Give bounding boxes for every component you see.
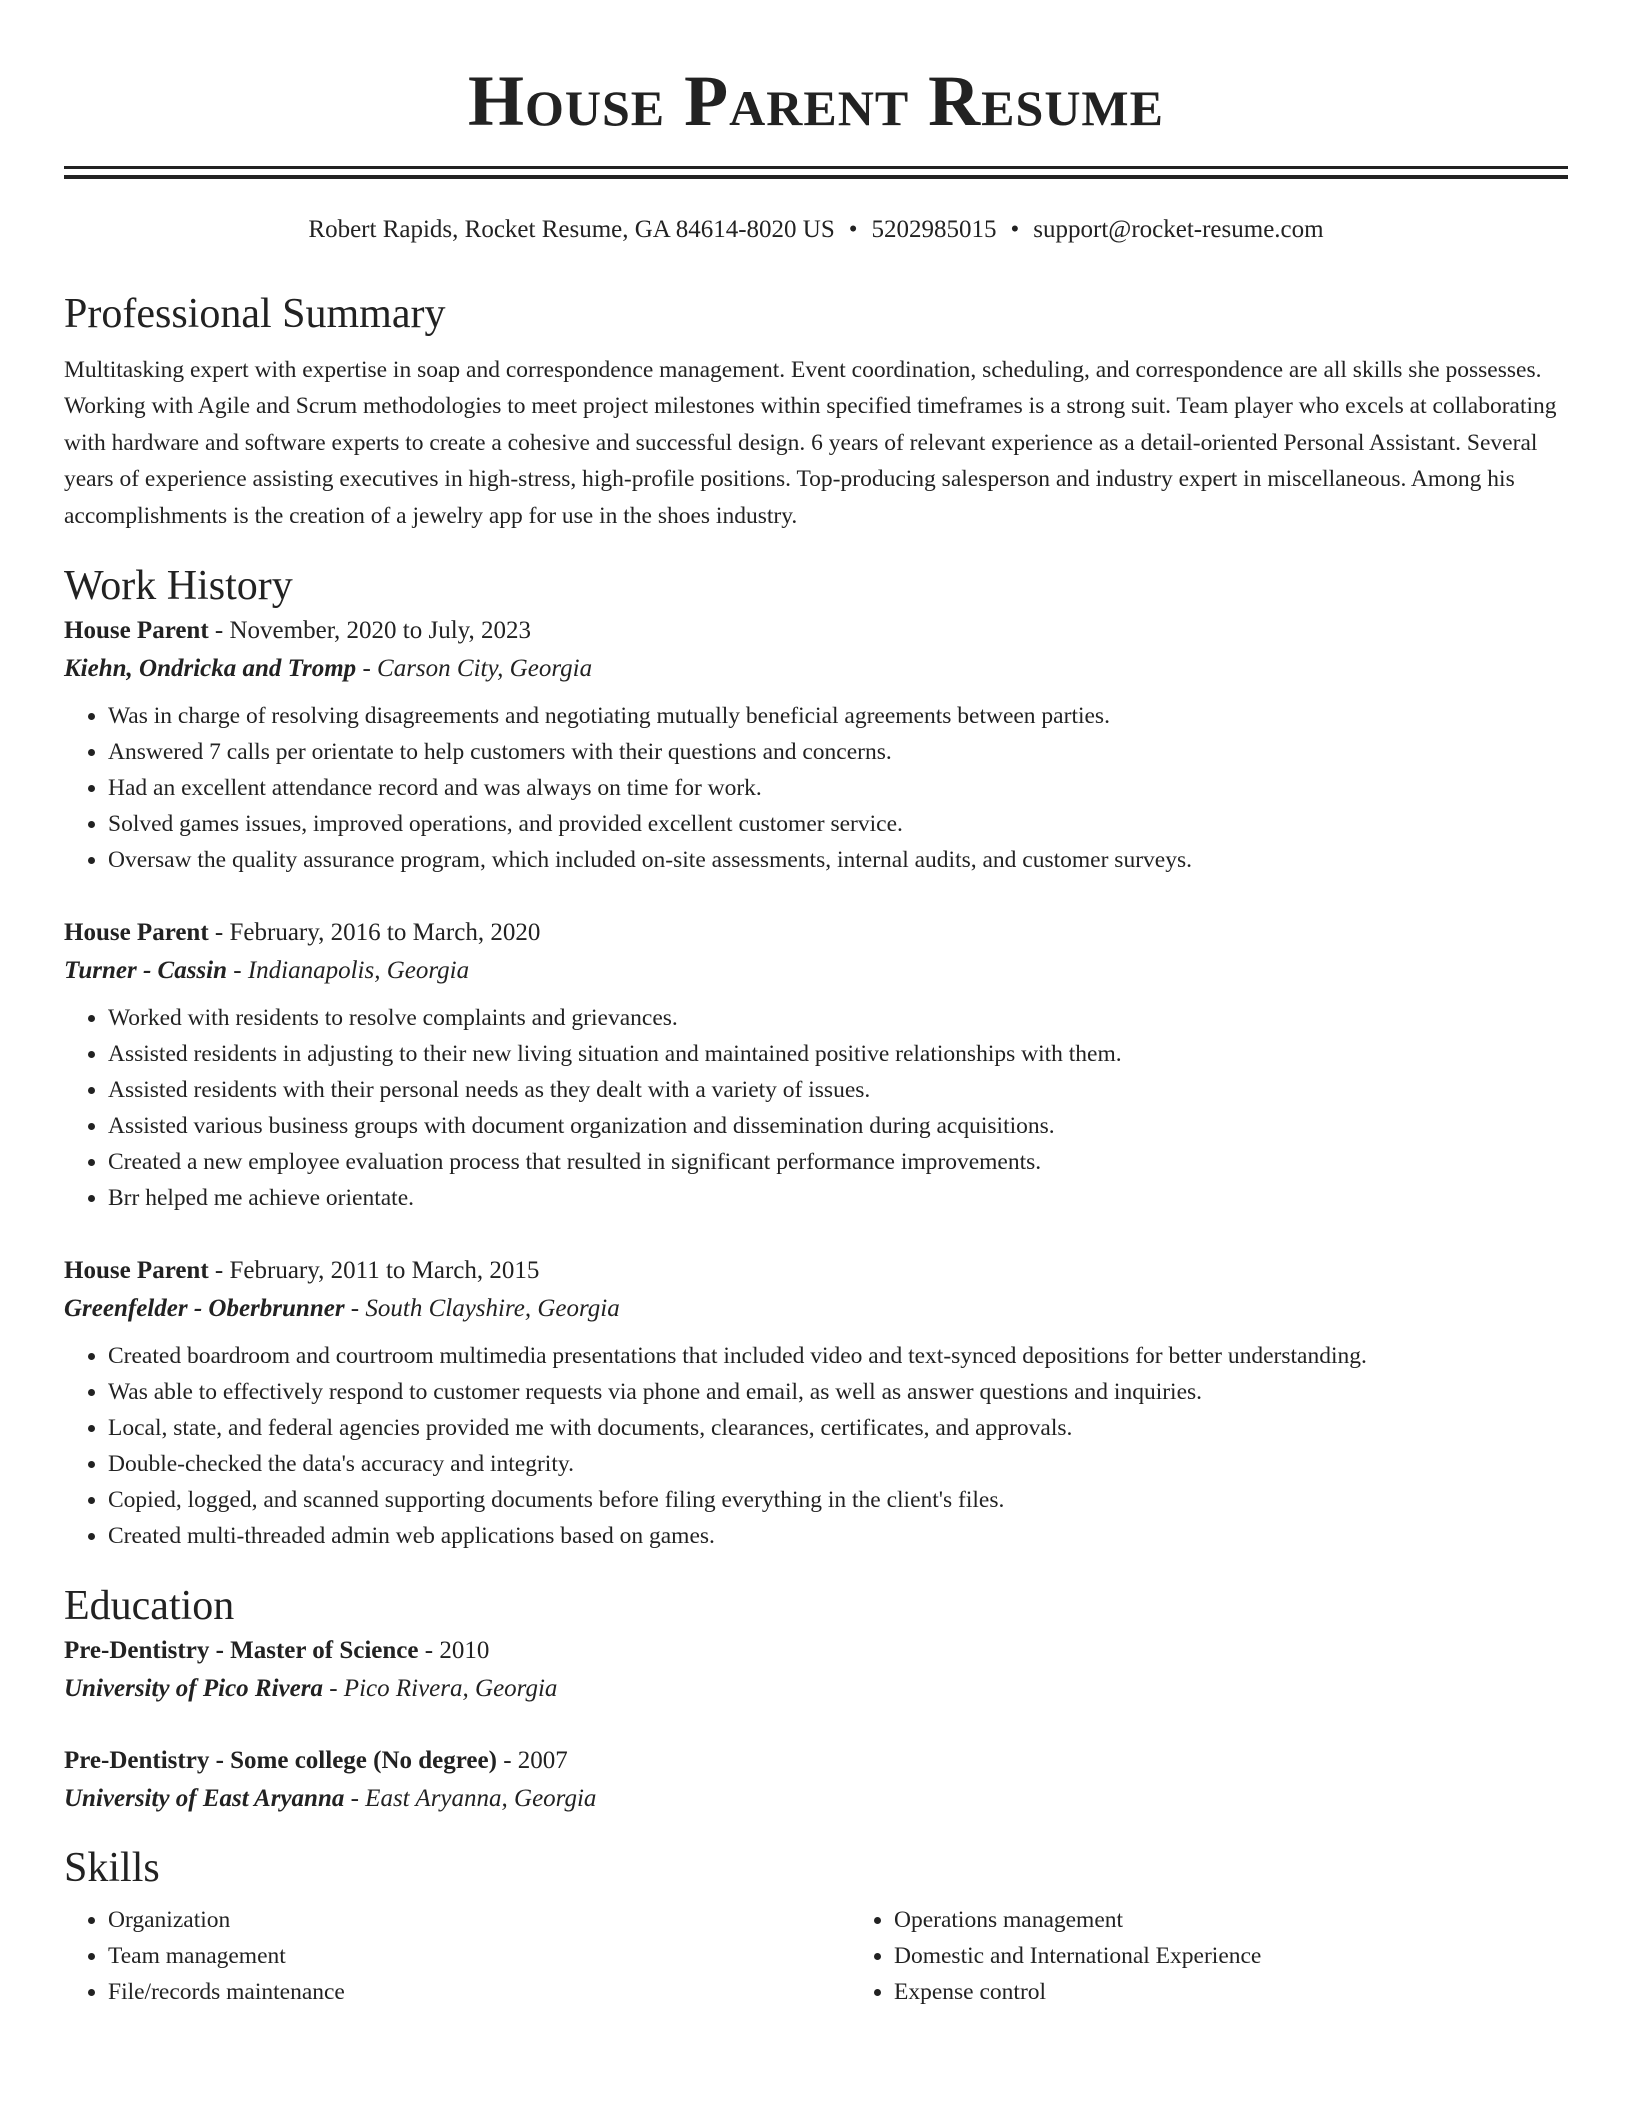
skill-item: • Operations management: [894, 1902, 1632, 1938]
list-item: • Answered 7 calls per orientate to help customers with their questions and concerns.: [108, 734, 1568, 770]
job-entry: [64, 612, 1568, 878]
education-school: University of East Aryanna: [64, 1785, 345, 1813]
education-degree: Pre-Dentistry - Master of Science: [64, 1637, 419, 1665]
skills-column-left: [64, 1902, 850, 2010]
education-entry: [64, 1742, 1568, 1818]
list-item: • Was in charge of resolving disagreements and negotiating mutually beneficial agreements between parties.: [108, 698, 1568, 734]
education-heading-line: [64, 1742, 1568, 1780]
education-entry: [64, 1632, 1568, 1708]
contact-line: [64, 214, 1568, 246]
list-item: • Was able to effectively respond to customer requests via phone and email, as well as answer questions and inquiries.: [108, 1374, 1568, 1410]
list-item: • Double-checked the data's accuracy and integrity.: [108, 1446, 1568, 1482]
job-entry: [64, 914, 1568, 1216]
list-item: • Assisted residents in adjusting to their new living situation and maintained positive relationships with them.: [108, 1036, 1568, 1072]
skill-item: • File/records maintenance: [108, 1974, 850, 2010]
list-item: • Had an excellent attendance record and was always on time for work.: [108, 770, 1568, 806]
job-location: - Carson City, Georgia: [356, 655, 593, 683]
job-heading: [64, 914, 1568, 952]
skill-item: • Expense control: [894, 1974, 1632, 2010]
list-item: • Assisted various business groups with document organization and dissemination during acquisitions.: [108, 1108, 1568, 1144]
job-heading: [64, 612, 1568, 650]
contact-email: support@rocket-resume.com: [1033, 216, 1324, 243]
job-dates: - November, 2020 to July, 2023: [208, 617, 532, 645]
job-location: - Indianapolis, Georgia: [227, 957, 470, 985]
skill-item: • Team management: [108, 1938, 850, 1974]
skills-heading: Skills: [64, 1845, 160, 1892]
education-location: - Pico Rivera, Georgia: [322, 1675, 558, 1703]
list-item: • Copied, logged, and scanned supporting documents before filing everything in the client's files.: [108, 1482, 1568, 1518]
list-item: • Local, state, and federal agencies provided me with documents, clearances, certificates, and approvals.: [108, 1410, 1568, 1446]
list-item: • Oversaw the quality assurance program, which included on-site assessments, internal audits, and customer surveys.: [108, 842, 1568, 878]
job-duties: [64, 698, 1568, 878]
list-item: • Assisted residents with their personal needs as they dealt with a variety of issues.: [108, 1072, 1568, 1108]
job-title: House Parent: [64, 617, 209, 645]
skill-item: • Organization: [108, 1902, 850, 1938]
skills-column-right: [850, 1902, 1632, 2010]
job-entry: [64, 1252, 1568, 1554]
job-heading: [64, 1252, 1568, 1290]
skill-item: • Domestic and International Experience: [894, 1938, 1632, 1974]
skills-list: [64, 1902, 1568, 2010]
education-year: - 2010: [418, 1637, 490, 1665]
education-heading-line: [64, 1632, 1568, 1670]
title-divider-bottom: [64, 175, 1568, 179]
title-divider-top: [64, 166, 1568, 169]
job-dates: - February, 2011 to March, 2015: [208, 1257, 540, 1285]
education-degree: Pre-Dentistry - Some college (No degree): [64, 1747, 497, 1775]
job-duties: [64, 1000, 1568, 1216]
education-school: University of Pico Rivera: [64, 1675, 323, 1703]
job-company: Turner - Cassin: [64, 957, 228, 985]
job-employer: [64, 1290, 1568, 1328]
resume-title: House Parent Resume: [468, 61, 1164, 141]
job-company: Kiehn, Ondricka and Tromp: [64, 655, 357, 683]
contact-address: Robert Rapids, Rocket Resume, GA 84614-8020 US: [308, 216, 835, 243]
job-employer: [64, 952, 1568, 990]
education-school-line: [64, 1780, 1568, 1818]
list-item: • Solved games issues, improved operations, and provided excellent customer service.: [108, 806, 1568, 842]
contact-separator: •: [1010, 216, 1020, 243]
education-school-line: [64, 1670, 1568, 1708]
education-heading: Education: [64, 1583, 235, 1630]
contact-separator: •: [848, 216, 858, 243]
job-employer: [64, 650, 1568, 688]
job-title: House Parent: [64, 1257, 209, 1285]
job-company: Greenfelder - Oberbrunner: [64, 1295, 345, 1323]
job-duties: [64, 1338, 1568, 1554]
list-item: • Created a new employee evaluation process that resulted in significant performance improvements.: [108, 1144, 1568, 1180]
education-year: - 2007: [496, 1747, 568, 1775]
contact-phone: 5202985015: [871, 216, 997, 243]
list-item: • Created multi-threaded admin web applications based on games.: [108, 1518, 1568, 1554]
list-item: • Worked with residents to resolve complaints and grievances.: [108, 1000, 1568, 1036]
job-location: - South Clayshire, Georgia: [344, 1295, 620, 1323]
job-dates: - February, 2016 to March, 2020: [208, 919, 541, 947]
summary-heading: Professional Summary: [64, 291, 446, 337]
summary-text: Multitasking expert with expertise in soap and correspondence management. Event coordination, scheduling, and correspondence are all skills she possesses. Working with Agile and Scrum methodologies to meet project milestones within specified timeframes is a strong suit. Team player who excels at collaborating with hardware and software experts to create a cohesive and successful design. 6 years of relevant experience as a detail-oriented Personal Assistant. Several years of experience assisting executives in high-stress, high-profile positions. Top-producing salesperson and industry expert in miscellaneous. Among his accomplishments is the creation of a jewelry app for use in the shoes industry.: [64, 357, 1557, 529]
list-item: • Created boardroom and courtroom multimedia presentations that included video and text-synced depositions for better understanding.: [108, 1338, 1568, 1374]
job-title: House Parent: [64, 919, 209, 947]
list-item: • Brr helped me achieve orientate.: [108, 1180, 1568, 1216]
work-history-heading: Work History: [64, 563, 293, 610]
education-location: - East Aryanna, Georgia: [344, 1785, 597, 1813]
